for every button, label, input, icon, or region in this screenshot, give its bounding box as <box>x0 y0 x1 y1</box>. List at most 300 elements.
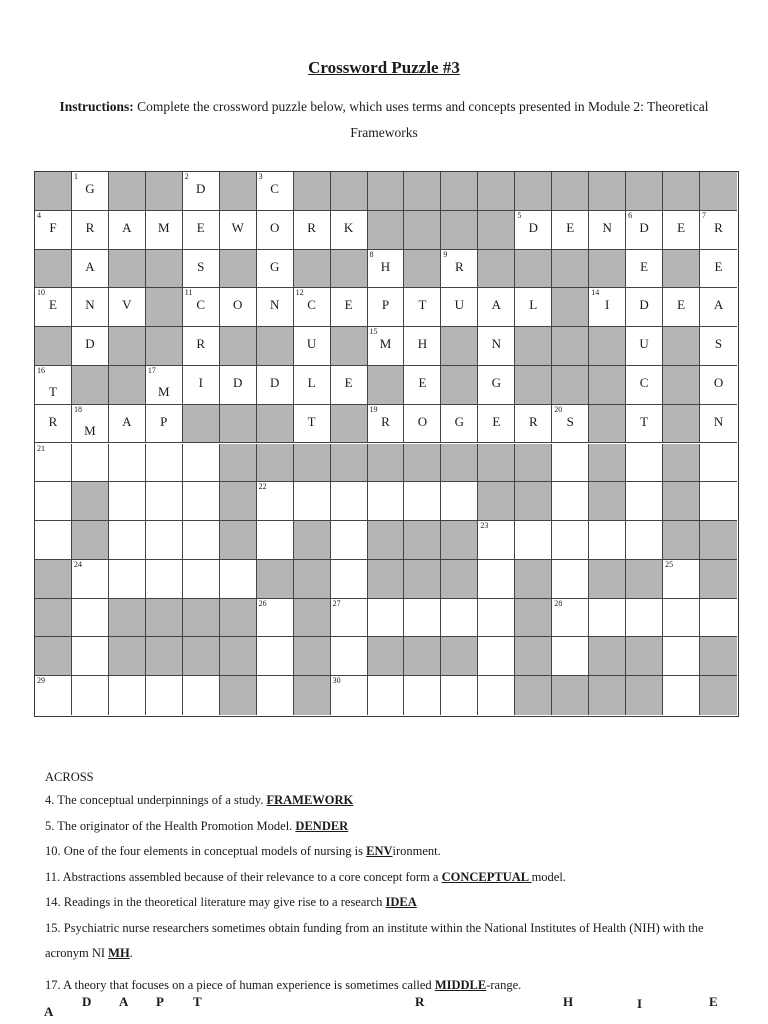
grid-cell[interactable] <box>478 405 515 444</box>
clue-number: 10 <box>37 288 45 298</box>
blocked-cell <box>515 676 552 715</box>
cell-letter: T <box>418 297 427 313</box>
grid-cell[interactable] <box>72 327 109 366</box>
blocked-cell <box>294 521 331 560</box>
blocked-cell <box>404 250 441 289</box>
grid-cell[interactable] <box>626 444 663 483</box>
clue-number: 29 <box>37 676 45 686</box>
blocked-cell <box>146 288 183 327</box>
cell-letter: M <box>84 422 96 438</box>
clue-number: 24 <box>73 559 82 569</box>
blocked-cell <box>478 444 515 483</box>
grid-cell[interactable] <box>404 599 441 638</box>
grid-cell[interactable] <box>109 444 146 483</box>
grid-cell[interactable] <box>515 521 552 560</box>
blocked-cell <box>404 521 441 560</box>
blocked-cell <box>109 250 146 289</box>
grid-cell[interactable] <box>183 288 220 327</box>
bottom-letter: A <box>119 994 129 1009</box>
blocked-cell <box>109 172 146 211</box>
cell-letter: N <box>491 336 502 352</box>
blocked-cell <box>663 327 700 366</box>
grid-cell[interactable] <box>552 482 589 521</box>
blocked-cell <box>700 560 737 599</box>
grid-cell[interactable] <box>35 211 72 250</box>
grid-cell[interactable] <box>146 560 183 599</box>
page-title: Crossword Puzzle #3 <box>308 58 460 77</box>
blocked-cell <box>331 444 368 483</box>
grid-cell[interactable] <box>35 288 72 327</box>
grid-cell[interactable] <box>331 599 368 638</box>
grid-cell[interactable] <box>700 599 737 638</box>
clue-suffix: . <box>129 945 133 960</box>
across-clue <box>45 916 725 966</box>
cell-letter: E <box>344 374 353 390</box>
blocked-cell <box>404 637 441 676</box>
cell-letter: H <box>417 336 428 352</box>
grid-cell[interactable] <box>146 211 183 250</box>
grid-cell[interactable] <box>257 599 294 638</box>
blocked-cell <box>552 327 589 366</box>
blocked-cell <box>294 172 331 211</box>
grid-cell[interactable] <box>700 405 737 444</box>
grid-cell[interactable] <box>72 560 109 599</box>
grid-cell[interactable] <box>368 250 405 289</box>
grid-cell[interactable] <box>72 172 109 211</box>
grid-cell[interactable] <box>183 560 220 599</box>
grid-cell[interactable] <box>368 327 405 366</box>
grid-cell[interactable] <box>515 288 552 327</box>
bottom-letter: T <box>193 994 202 1009</box>
grid-cell[interactable] <box>183 482 220 521</box>
grid-cell[interactable] <box>331 288 368 327</box>
blocked-cell <box>220 327 257 366</box>
blocked-cell <box>331 250 368 289</box>
grid-cell[interactable] <box>478 366 515 405</box>
grid-cell[interactable] <box>552 444 589 483</box>
blocked-cell <box>183 599 220 638</box>
grid-cell[interactable] <box>552 211 589 250</box>
grid-cell[interactable] <box>183 366 220 405</box>
grid-cell[interactable] <box>257 366 294 405</box>
cell-letter: C <box>639 374 649 390</box>
blocked-cell <box>294 444 331 483</box>
grid-cell[interactable] <box>552 599 589 638</box>
grid-cell[interactable] <box>146 521 183 560</box>
grid-cell[interactable] <box>663 560 700 599</box>
clue-number: 17 <box>147 365 156 375</box>
grid-cell[interactable] <box>183 172 220 211</box>
cell-letter: P <box>381 297 390 313</box>
grid-cell[interactable] <box>72 288 109 327</box>
blocked-cell <box>478 172 515 211</box>
clue-answer: FRAMEWORK <box>266 793 354 807</box>
blocked-cell <box>183 637 220 676</box>
blocked-cell <box>257 560 294 599</box>
cell-letter: G <box>85 181 95 196</box>
blocked-cell <box>35 637 72 676</box>
blocked-cell <box>441 444 478 483</box>
grid-cell[interactable] <box>72 211 109 250</box>
grid-cell[interactable] <box>183 676 220 715</box>
blocked-cell <box>35 599 72 638</box>
grid-cell[interactable] <box>35 366 72 405</box>
grid-cell[interactable] <box>441 288 478 327</box>
grid-cell[interactable] <box>552 560 589 599</box>
cell-letter: S <box>714 336 723 352</box>
cell-letter: M <box>158 383 170 399</box>
instructions-label: Instructions: <box>59 99 134 114</box>
grid-cell[interactable] <box>35 405 72 444</box>
blocked-cell <box>700 676 737 715</box>
cell-letter: K <box>343 219 354 235</box>
grid-cell[interactable] <box>626 599 663 638</box>
cell-letter: O <box>417 413 428 429</box>
clue-number: 22 <box>258 482 267 492</box>
grid-cell[interactable] <box>589 521 626 560</box>
grid-cell[interactable] <box>72 676 109 715</box>
grid-cell[interactable] <box>478 599 515 638</box>
grid-cell[interactable] <box>35 444 72 483</box>
grid-cell[interactable] <box>183 444 220 483</box>
grid-cell[interactable] <box>663 288 700 327</box>
clue-list <box>45 788 725 998</box>
grid-cell[interactable] <box>72 405 109 444</box>
clue-number: 12 <box>295 288 304 298</box>
clue-text: 4. The conceptual underpinnings of a study. <box>45 793 267 807</box>
blocked-cell <box>368 444 405 483</box>
grid-cell[interactable] <box>109 560 146 599</box>
clue-number: 21 <box>37 443 45 453</box>
blocked-cell <box>441 327 478 366</box>
cell-letter: O <box>269 219 280 235</box>
grid-cell[interactable] <box>72 637 109 676</box>
cell-letter: S <box>197 258 205 274</box>
grid-cell[interactable] <box>404 327 441 366</box>
grid-cell[interactable] <box>404 482 441 521</box>
grid-cell[interactable] <box>368 288 405 327</box>
clue-number: 3 <box>258 172 263 181</box>
grid-cell[interactable] <box>257 482 294 521</box>
blocked-cell <box>109 366 146 405</box>
grid-cell[interactable] <box>478 637 515 676</box>
clue-number: 11 <box>184 288 193 298</box>
clue-number: 18 <box>73 404 82 414</box>
grid-cell[interactable] <box>441 405 478 444</box>
blocked-cell <box>589 366 626 405</box>
clue-suffix: -range. <box>486 977 522 992</box>
cell-letter: H <box>380 258 391 274</box>
grid-cell[interactable] <box>220 560 257 599</box>
blocked-cell <box>515 482 552 521</box>
grid-cell[interactable] <box>700 250 737 289</box>
grid-cell[interactable] <box>109 288 146 327</box>
blocked-cell <box>441 211 478 250</box>
grid-cell[interactable] <box>109 482 146 521</box>
blocked-cell <box>72 482 109 521</box>
grid-cell[interactable] <box>331 637 368 676</box>
grid-cell[interactable] <box>700 444 737 483</box>
grid-cell[interactable] <box>109 211 146 250</box>
grid-cell[interactable] <box>404 288 441 327</box>
blocked-cell <box>368 637 405 676</box>
grid-cell[interactable] <box>478 521 515 560</box>
grid-cell[interactable] <box>146 366 183 405</box>
cell-letter: L <box>529 297 538 313</box>
blocked-cell <box>552 250 589 289</box>
blocked-cell <box>146 250 183 289</box>
blocked-cell <box>146 637 183 676</box>
grid-cell[interactable] <box>331 482 368 521</box>
grid-cell[interactable] <box>626 250 663 289</box>
cell-letter: D <box>528 219 538 235</box>
grid-cell[interactable] <box>368 405 405 444</box>
clue-answer: DENDER <box>295 818 349 833</box>
grid-cell[interactable] <box>294 482 331 521</box>
grid-cell[interactable] <box>626 366 663 405</box>
clue-suffix: model. <box>531 869 566 884</box>
blocked-cell <box>257 405 294 444</box>
blocked-cell <box>515 327 552 366</box>
cell-letter: G <box>454 413 465 429</box>
grid-cell[interactable] <box>257 637 294 676</box>
grid-cell[interactable] <box>331 366 368 405</box>
blocked-cell <box>146 599 183 638</box>
grid-cell[interactable] <box>331 560 368 599</box>
grid-cell[interactable] <box>35 521 72 560</box>
grid-cell[interactable] <box>72 599 109 638</box>
grid-cell[interactable] <box>368 599 405 638</box>
grid-cell[interactable] <box>146 444 183 483</box>
blocked-cell <box>589 172 626 211</box>
grid-cell[interactable] <box>294 288 331 327</box>
grid-cell[interactable] <box>257 250 294 289</box>
cell-letter: G <box>491 374 502 390</box>
blocked-cell <box>72 366 109 405</box>
grid-cell[interactable] <box>478 676 515 715</box>
cell-letter: D <box>269 374 280 390</box>
blocked-cell <box>72 521 109 560</box>
cell-letter: T <box>307 413 316 429</box>
grid-cell[interactable] <box>626 405 663 444</box>
grid-cell[interactable] <box>478 288 515 327</box>
across-clue <box>45 788 725 814</box>
blocked-cell <box>663 172 700 211</box>
bottom-letter: H <box>563 994 574 1009</box>
grid-cell[interactable] <box>515 405 552 444</box>
cell-letter: U <box>639 336 649 352</box>
blocked-cell <box>331 172 368 211</box>
cell-letter: M <box>379 336 392 352</box>
grid-cell[interactable] <box>663 637 700 676</box>
grid-cell[interactable] <box>146 405 183 444</box>
blocked-cell <box>257 444 294 483</box>
cell-letter: E <box>48 297 57 313</box>
grid-cell[interactable] <box>663 211 700 250</box>
grid-cell[interactable] <box>257 676 294 715</box>
grid-cell[interactable] <box>700 211 737 250</box>
grid-cell[interactable] <box>589 599 626 638</box>
grid-cell[interactable] <box>35 676 72 715</box>
bottom-letter: P <box>156 994 164 1009</box>
blocked-cell <box>220 444 257 483</box>
grid-cell[interactable] <box>72 250 109 289</box>
clue-text: 11. Abstractions assembled because of their relevance to a core concept form a <box>45 869 442 884</box>
grid-cell[interactable] <box>72 444 109 483</box>
grid-cell[interactable] <box>368 676 405 715</box>
clue-number: 4 <box>37 210 41 220</box>
blocked-cell <box>515 599 552 638</box>
cell-letter: A <box>713 297 724 313</box>
grid-cell[interactable] <box>626 521 663 560</box>
cell-letter: P <box>160 413 168 429</box>
grid-cell[interactable] <box>109 521 146 560</box>
grid-cell[interactable] <box>331 211 368 250</box>
grid-cell[interactable] <box>331 676 368 715</box>
cell-letter: E <box>196 219 205 235</box>
grid-cell[interactable] <box>220 366 257 405</box>
cell-letter: C <box>307 297 316 313</box>
grid-cell[interactable] <box>146 482 183 521</box>
grid-cell[interactable] <box>331 521 368 560</box>
blocked-cell <box>589 444 626 483</box>
grid-cell[interactable] <box>257 172 294 211</box>
cell-letter: D <box>639 297 649 313</box>
grid-cell[interactable] <box>109 405 146 444</box>
grid-cell[interactable] <box>700 366 737 405</box>
blocked-cell <box>220 599 257 638</box>
grid-cell[interactable] <box>404 405 441 444</box>
grid-cell[interactable] <box>183 211 220 250</box>
grid-cell[interactable] <box>257 288 294 327</box>
grid-cell[interactable] <box>294 366 331 405</box>
blocked-cell <box>35 327 72 366</box>
grid-cell[interactable] <box>441 482 478 521</box>
blocked-cell <box>626 637 663 676</box>
grid-cell[interactable] <box>220 211 257 250</box>
blocked-cell <box>294 676 331 715</box>
blocked-cell <box>220 250 257 289</box>
bottom-letter: A <box>44 1004 54 1019</box>
blocked-cell <box>404 172 441 211</box>
grid-cell[interactable] <box>589 288 626 327</box>
grid-cell[interactable] <box>35 482 72 521</box>
grid-cell[interactable] <box>146 676 183 715</box>
blocked-cell <box>700 172 737 211</box>
cell-letter: U <box>454 297 465 313</box>
clue-number: 14 <box>591 288 600 298</box>
grid-cell[interactable] <box>441 676 478 715</box>
grid-cell[interactable] <box>220 288 257 327</box>
blocked-cell <box>478 482 515 521</box>
blocked-cell <box>368 560 405 599</box>
cell-letter: F <box>49 219 57 235</box>
blocked-cell <box>552 288 589 327</box>
grid-cell[interactable] <box>441 599 478 638</box>
grid-cell[interactable] <box>183 327 220 366</box>
cell-letter: N <box>85 297 95 313</box>
grid-cell[interactable] <box>552 405 589 444</box>
cell-letter: V <box>122 297 132 313</box>
cell-letter: A <box>491 297 502 313</box>
blocked-cell <box>220 172 257 211</box>
grid-cell[interactable] <box>183 521 220 560</box>
grid-cell[interactable] <box>404 366 441 405</box>
grid-cell[interactable] <box>552 637 589 676</box>
blocked-cell <box>294 637 331 676</box>
grid-cell[interactable] <box>294 405 331 444</box>
grid-cell[interactable] <box>257 211 294 250</box>
grid-cell[interactable] <box>552 521 589 560</box>
cell-letter: S <box>566 413 574 429</box>
blocked-cell <box>515 560 552 599</box>
cell-letter: E <box>677 297 686 313</box>
grid-cell[interactable] <box>626 482 663 521</box>
clue-text: 10. One of the four elements in conceptual models of nursing is <box>45 844 367 858</box>
grid-cell[interactable] <box>589 211 626 250</box>
blocked-cell <box>109 327 146 366</box>
grid-cell[interactable] <box>404 676 441 715</box>
grid-cell[interactable] <box>478 560 515 599</box>
grid-cell[interactable] <box>368 482 405 521</box>
grid-cell[interactable] <box>441 250 478 289</box>
blocked-cell <box>368 172 405 211</box>
grid-cell[interactable] <box>515 211 552 250</box>
grid-cell[interactable] <box>257 521 294 560</box>
clue-number: 25 <box>665 559 674 569</box>
grid-cell[interactable] <box>700 482 737 521</box>
grid-cell[interactable] <box>663 676 700 715</box>
grid-cell[interactable] <box>626 211 663 250</box>
clue-number: 5 <box>517 210 522 220</box>
clue-number: 8 <box>369 249 374 259</box>
blocked-cell <box>515 444 552 483</box>
blocked-cell <box>552 676 589 715</box>
blocked-cell <box>663 366 700 405</box>
bottom-letter: R <box>415 994 425 1009</box>
clue-answer: IDEA <box>385 895 417 909</box>
grid-cell[interactable] <box>700 288 737 327</box>
clue-answer: ENV <box>366 844 393 858</box>
grid-cell[interactable] <box>109 676 146 715</box>
cell-letter: A <box>122 413 132 429</box>
clue-number: 23 <box>480 521 489 531</box>
cell-letter: I <box>198 374 203 390</box>
grid-cell[interactable] <box>663 599 700 638</box>
grid-cell[interactable] <box>626 327 663 366</box>
grid-cell[interactable] <box>294 327 331 366</box>
grid-cell[interactable] <box>478 327 515 366</box>
clue-number: 15 <box>369 327 378 337</box>
cell-letter: E <box>640 258 649 274</box>
blocked-cell <box>589 327 626 366</box>
clue-number: 9 <box>443 249 448 259</box>
blocked-cell <box>663 444 700 483</box>
blocked-cell <box>368 521 405 560</box>
grid-cell[interactable] <box>626 288 663 327</box>
cell-letter: I <box>605 297 610 313</box>
clue-number: 16 <box>37 365 45 375</box>
blocked-cell <box>441 560 478 599</box>
cell-letter: M <box>158 219 170 235</box>
across-clue <box>45 865 725 891</box>
grid-cell[interactable] <box>183 250 220 289</box>
grid-cell[interactable] <box>700 327 737 366</box>
cell-letter: E <box>714 258 723 274</box>
grid-cell[interactable] <box>294 211 331 250</box>
cell-letter: D <box>233 374 243 390</box>
blocked-cell <box>478 250 515 289</box>
